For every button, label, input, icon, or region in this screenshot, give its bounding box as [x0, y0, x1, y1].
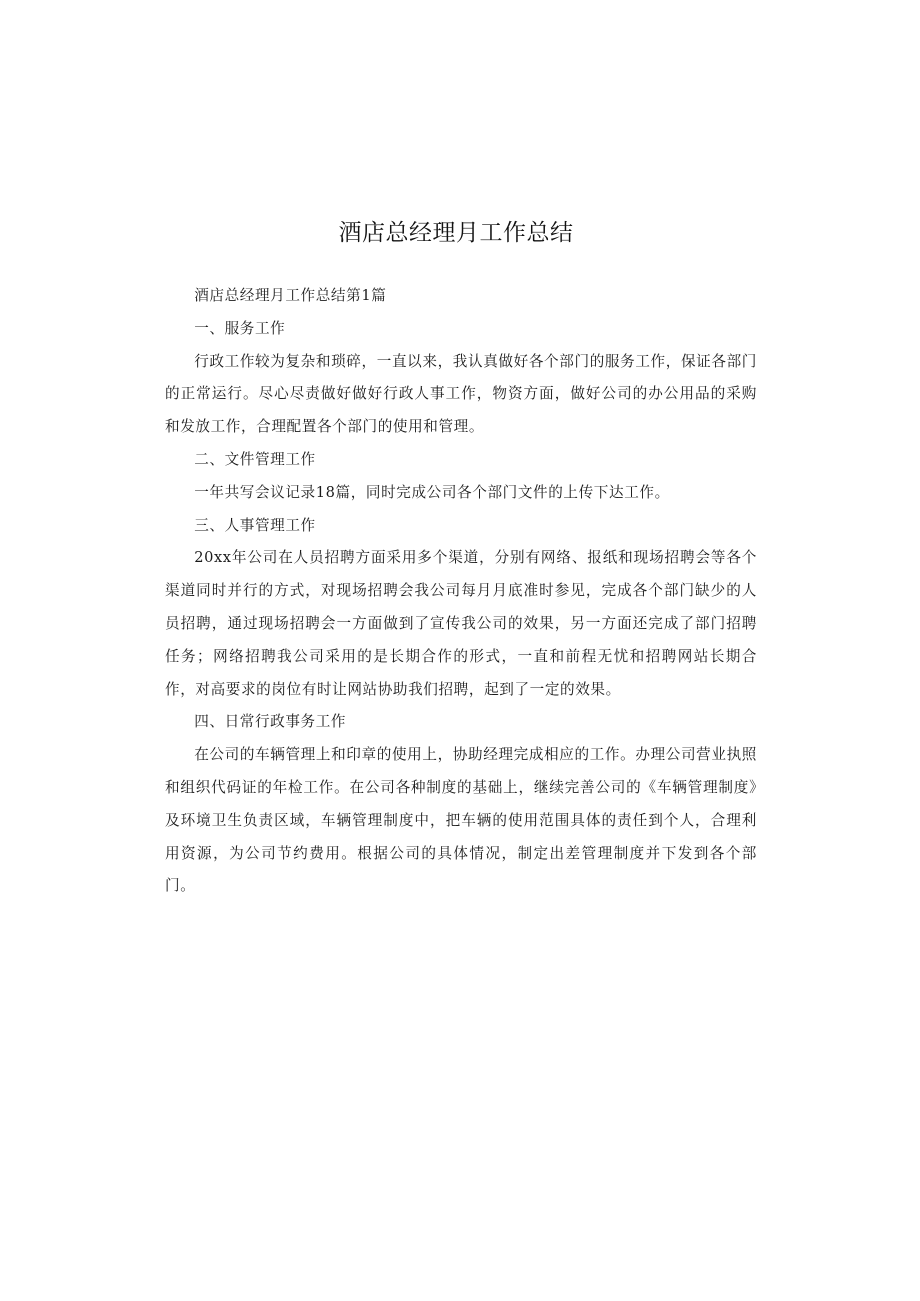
document-title: 酒店总经理月工作总结 — [338, 220, 574, 246]
document-body — [165, 280, 757, 903]
section-body-service: 行政工作较为复杂和琐碎，一直以来，我认真做好各个部门的服务工作，保证各部门的正常运行。尽心尽责做好做好行政人事工作，物资方面，做好公司的办公用品的采购和发放工作，合理配置各个部门的使用和管理。 — [165, 352, 757, 436]
section-heading-service: 一、服务工作 — [194, 319, 286, 337]
section-heading-personnel: 三、人事管理工作 — [194, 516, 316, 534]
section-heading-daily-admin: 四、日常行政事务工作 — [194, 713, 347, 731]
section-body-personnel: 20xx年公司在人员招聘方面采用多个渠道，分别有网络、报纸和现场招聘会等各个渠道同时并行的方式，对现场招聘会我公司每月月底准时参见，完成各个部门缺少的人员招聘，通过现场招聘会一方面做到了宣传我公司的效果，另一方面还完成了部门招聘任务；网络招聘我公司采用的是长期合作的形式，一直和前程无忧和招聘网站长期合作，对高要求的岗位有时让网站协助我们招聘，起到了一定的效果。 — [165, 549, 757, 698]
section-body-daily-admin: 在公司的车辆管理上和印章的使用上，协助经理完成相应的工作。办理公司营业执照和组织代码证的年检工作。在公司各种制度的基础上，继续完善公司的《车辆管理制度》及环境卫生负责区域，车辆管理制度中，把车辆的使用范围具体的责任到个人，合理利用资源，为公司节约费用。根据公司的具体情况，制定出差管理制度并下发到各个部门。 — [165, 746, 757, 895]
section-body-file-management: 一年共写会议记录18篇，同时完成公司各个部门文件的上传下达工作。 — [194, 483, 670, 501]
document-subtitle: 酒店总经理月工作总结第1篇 — [194, 287, 387, 304]
section-heading-file-management: 二、文件管理工作 — [194, 450, 316, 468]
